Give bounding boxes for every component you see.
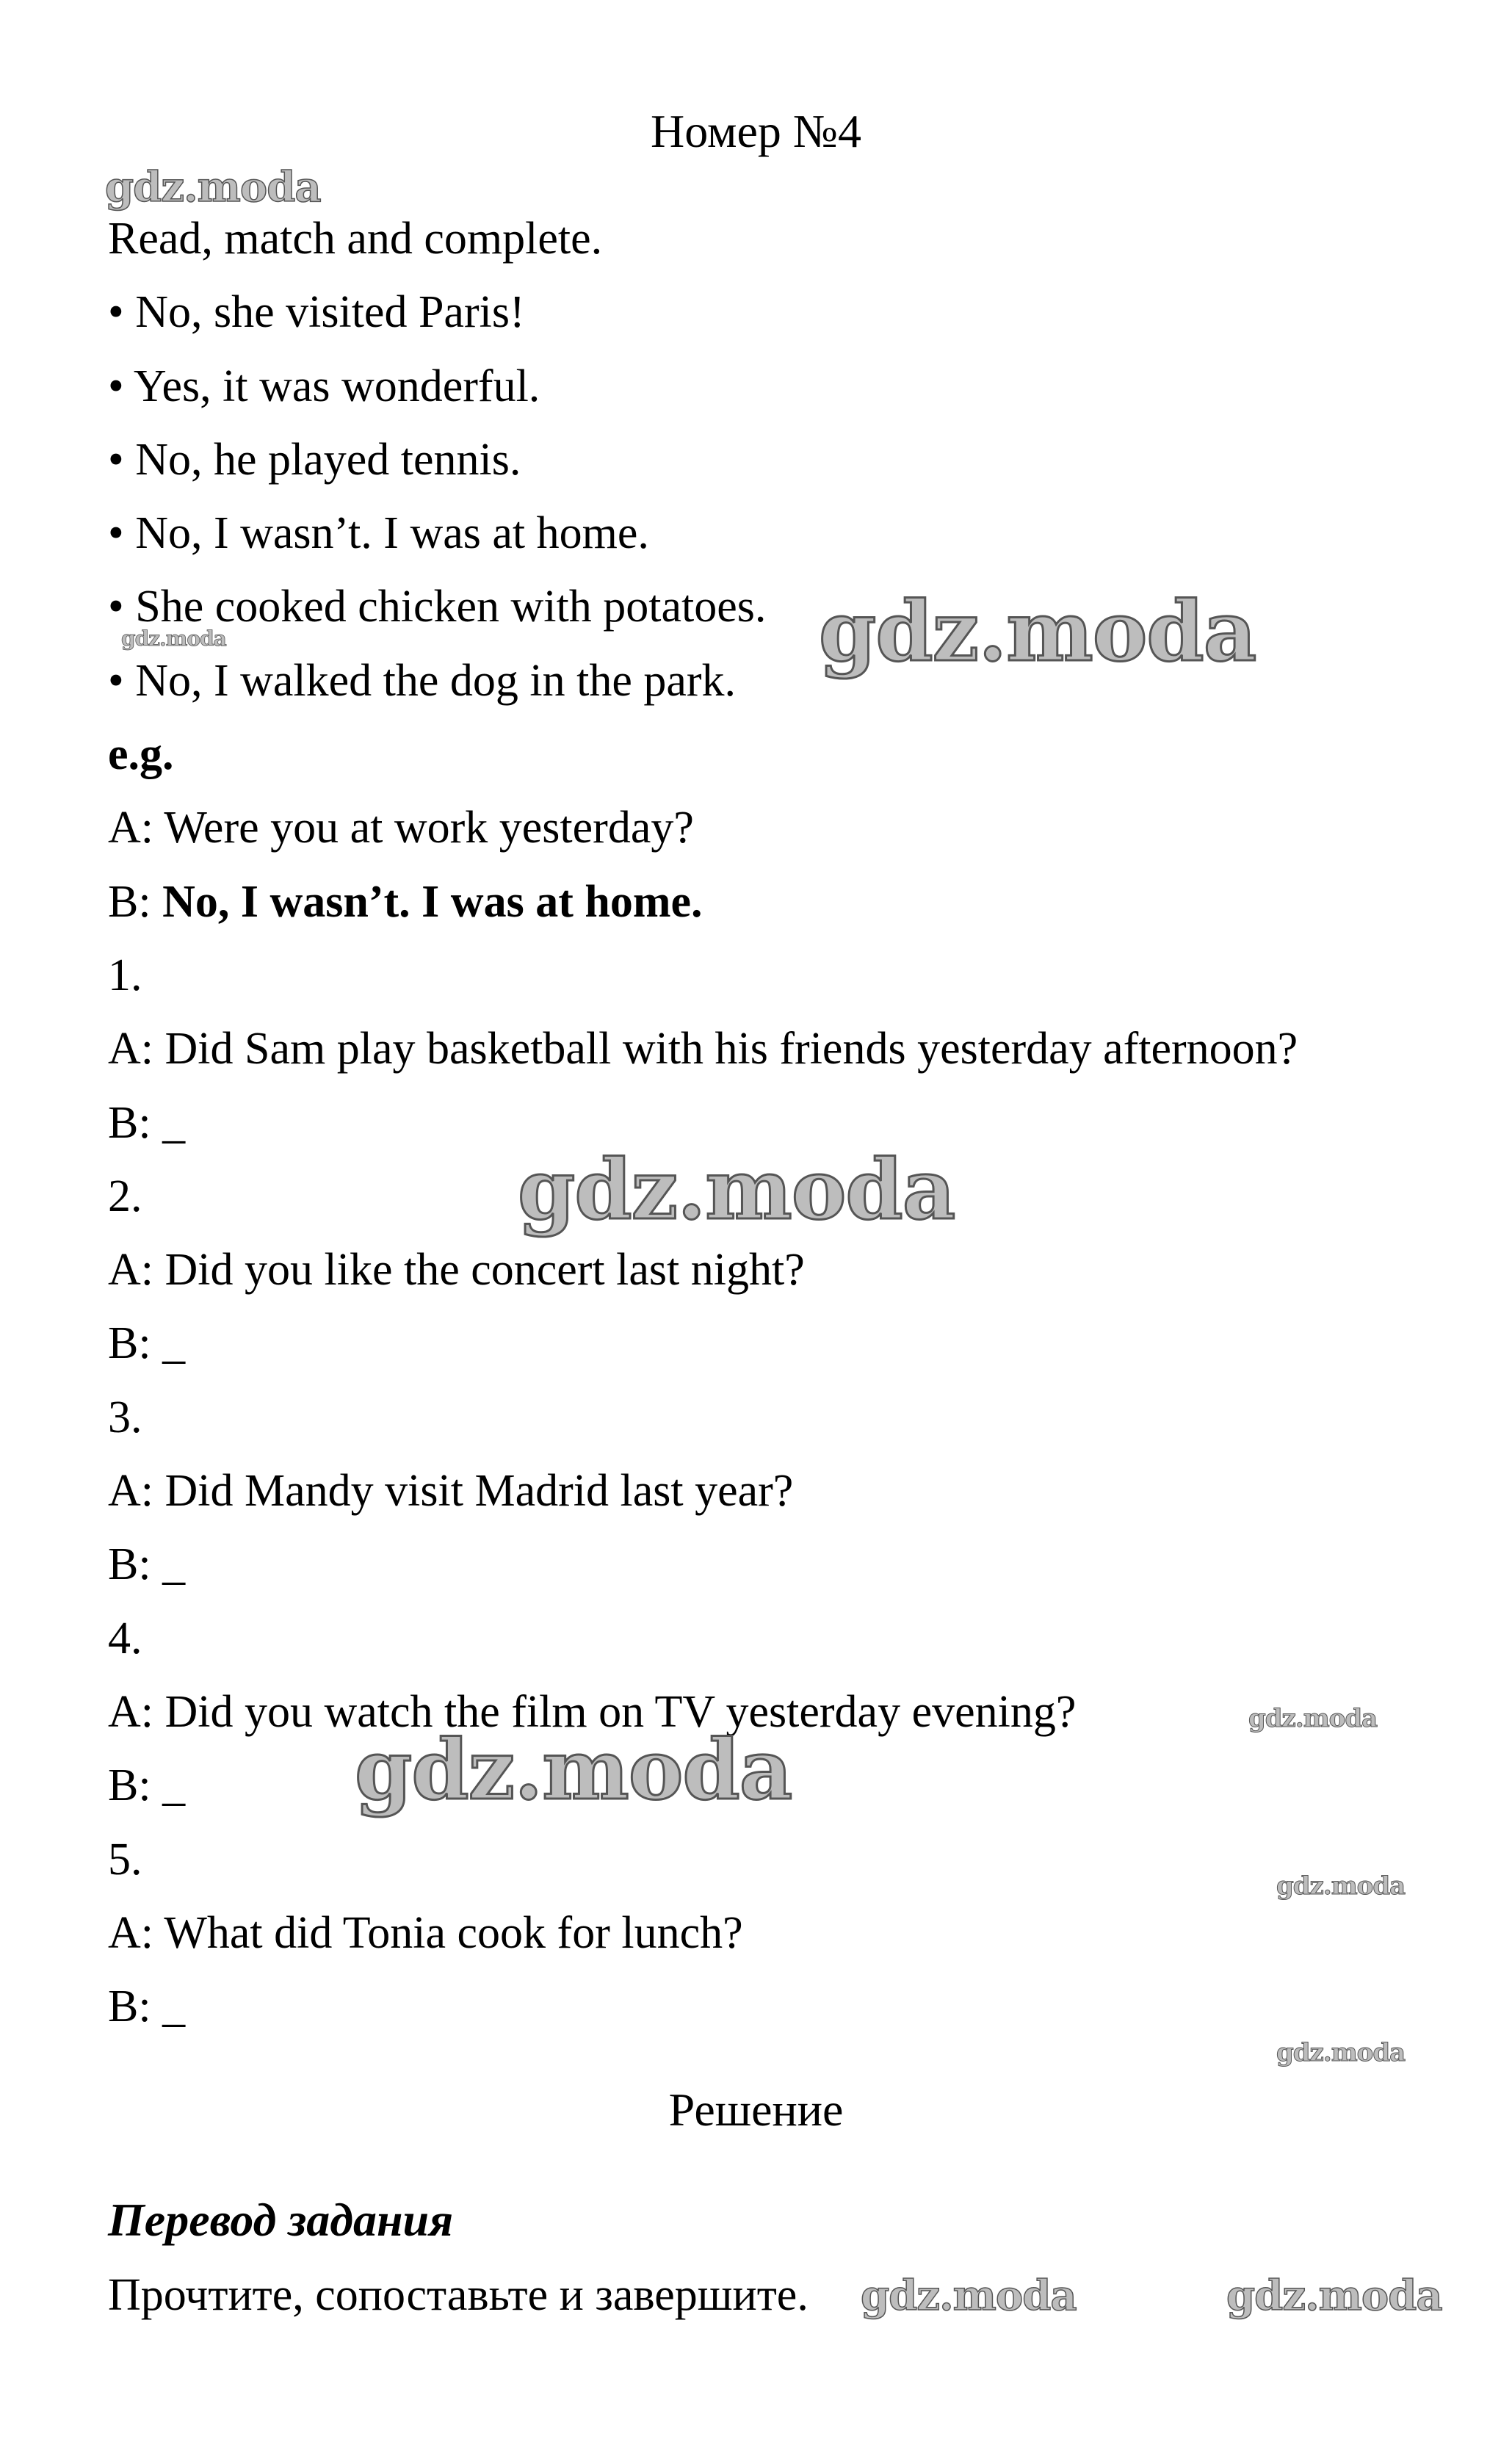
task-content [108, 212, 1489, 2053]
item-number: 2. [108, 1171, 142, 1221]
solution-heading: Решение [668, 2084, 844, 2136]
item-answer: B: _ [108, 1097, 186, 1148]
watermark: gdz.moda [1276, 1871, 1406, 1901]
item-question: A: What did Tonia cook for lunch? [108, 1907, 743, 1958]
option-item: • No, I wasn’t. I was at home. [108, 508, 649, 559]
watermark: gdz.moda [861, 2272, 1077, 2320]
watermark: gdz.moda [1226, 2272, 1442, 2320]
option-item: • Yes, it was wonderful. [108, 361, 540, 411]
option-item: • No, he played tennis. [108, 434, 521, 485]
watermark: gdz.moda [518, 1142, 955, 1238]
item-question: A: Did you watch the film on TV yesterday evening? [108, 1686, 1077, 1737]
watermark: gdz.moda [355, 1722, 792, 1818]
item-question: A: Did Mandy visit Madrid last year? [108, 1466, 794, 1517]
example-answer-prefix: B: [108, 876, 163, 927]
option-item: • She cooked chicken with potatoes. [108, 582, 767, 632]
item-number: 5. [108, 1834, 142, 1885]
item-question: A: Did Sam play basketball with his friends yesterday afternoon? [108, 1024, 1298, 1074]
translation-heading: Перевод задания [108, 2194, 454, 2246]
translation-text: Прочтите, сопоставьте и завершите. [108, 2270, 809, 2320]
example-question: A: Were you at work yesterday? [108, 803, 694, 853]
item-number: 3. [108, 1392, 142, 1442]
item-number: 1. [108, 950, 142, 1000]
page-title: Номер №4 [651, 105, 861, 157]
item-number: 4. [108, 1613, 142, 1663]
watermark: gdz.moda [1276, 2038, 1406, 2067]
example-label: e.g. [108, 729, 174, 780]
task-instruction: Read, match and complete. [108, 214, 603, 264]
item-question: A: Did you like the concert last night? [108, 1245, 805, 1296]
item-answer: B: _ [108, 1981, 186, 2032]
watermark: gdz.moda [121, 626, 226, 651]
item-answer: B: _ [108, 1539, 186, 1590]
example-answer: No, I wasn’t. I was at home. [162, 876, 703, 927]
item-answer: B: _ [108, 1760, 186, 1811]
option-item: • No, I walked the dog in the park. [108, 655, 737, 706]
option-item: • No, she visited Paris! [108, 287, 525, 338]
watermark: gdz.moda [1248, 1704, 1378, 1733]
watermark: gdz.moda [105, 163, 321, 212]
item-answer: B: _ [108, 1318, 186, 1369]
watermark: gdz.moda [819, 584, 1256, 680]
example-answer-line [108, 875, 1489, 948]
